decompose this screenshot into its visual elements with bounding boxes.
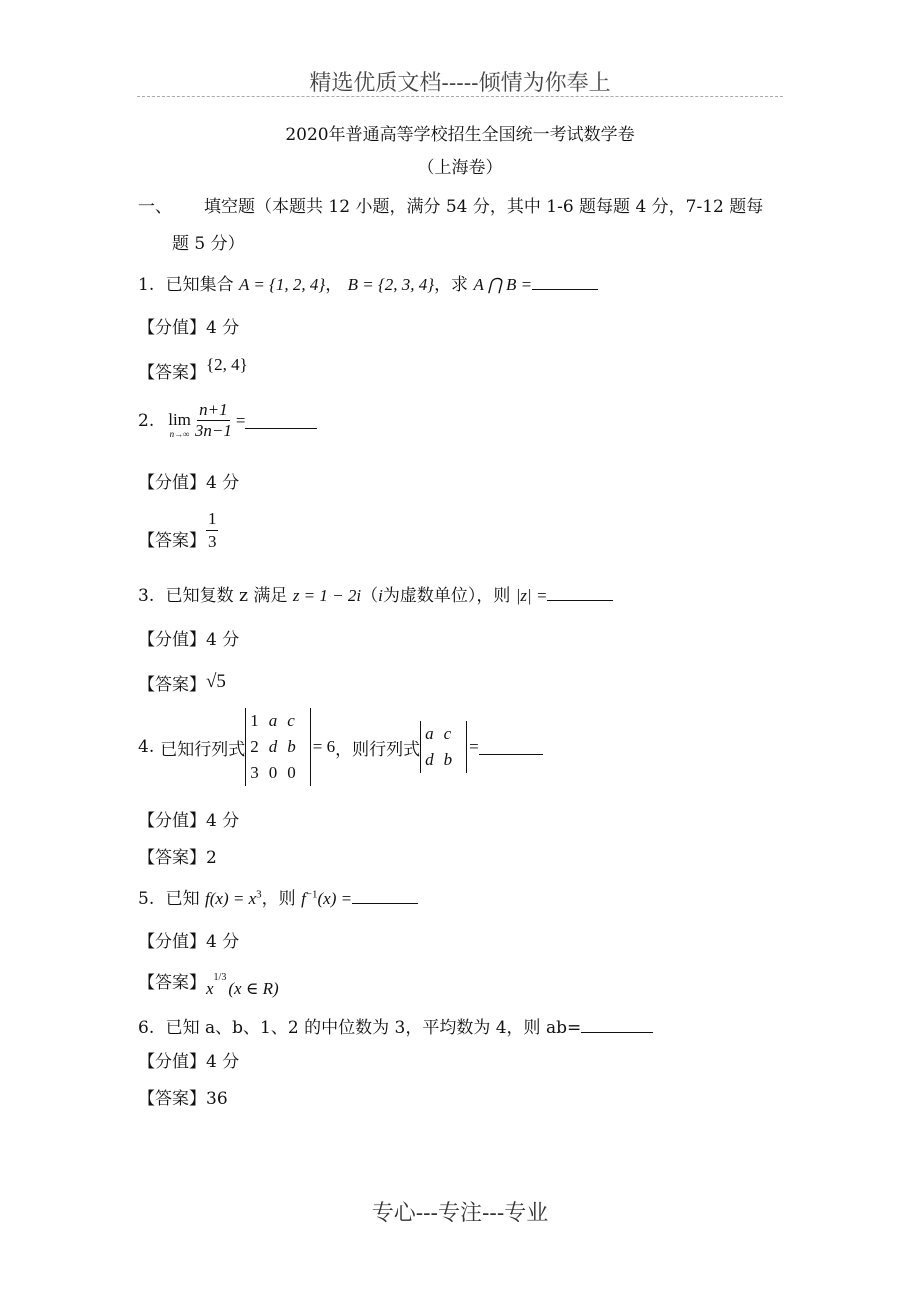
matrix-cell: 0: [268, 763, 278, 782]
limit-subscript: n→∞: [169, 428, 190, 439]
answer-blank: [245, 427, 317, 429]
limit-operator: [168, 411, 191, 439]
answer-blank: [532, 288, 598, 290]
fraction-denominator: 3n−1: [194, 421, 232, 440]
determinant-value: = 6: [312, 737, 336, 756]
question-number: 6.: [138, 1018, 155, 1038]
question-ask: ，求: [434, 275, 469, 295]
answer-label: 【答案】: [138, 363, 206, 383]
score-label: 【分值】: [138, 811, 206, 831]
question-text: 已知 a、b、1、2 的中位数为 3，平均数为 4，则 ab=: [165, 1018, 582, 1038]
inverse-exponent: −1: [305, 888, 318, 901]
answer-label: 【答案】: [138, 1089, 206, 1109]
inverse-function: f: [301, 889, 306, 908]
question-number: 3.: [138, 586, 155, 606]
answer-value: √5: [206, 671, 226, 692]
answer-blank: [352, 902, 418, 904]
answer-value: {2, 4}: [206, 355, 248, 374]
matrix-cell: c: [443, 724, 452, 743]
answer-fraction: [206, 508, 219, 553]
question-mid: ，则: [261, 889, 296, 909]
answer-base: x: [206, 979, 214, 998]
score-label: 【分值】: [138, 473, 206, 493]
header-divider: [137, 96, 783, 97]
question-2: [138, 400, 317, 441]
section-number: 一、: [138, 197, 172, 217]
q4-answer-line: [138, 843, 217, 868]
note-open: （: [361, 586, 379, 606]
score-label: 【分值】: [138, 318, 206, 338]
q2-answer-line: [138, 508, 219, 553]
imaginary-unit: i: [378, 586, 383, 605]
score-value: 4 分: [206, 811, 240, 831]
score-label: 【分值】: [138, 932, 206, 952]
score-value: 4 分: [206, 630, 240, 650]
question-6: [138, 1013, 653, 1038]
equals-sign: =: [469, 737, 479, 756]
answer-value: 2: [206, 848, 217, 868]
q4-score-line: [138, 806, 239, 831]
equals-sign: =: [235, 410, 246, 430]
note-text: 为虚数单位），则: [382, 586, 511, 606]
matrix-cell: a: [425, 724, 434, 743]
question-number: 1.: [138, 275, 155, 295]
matrix-cell: 2: [250, 737, 259, 756]
question-intro: 已知: [165, 889, 200, 909]
matrix-cell: 0: [287, 763, 296, 782]
limit-fraction: [193, 400, 234, 441]
matrix-cell: b: [287, 737, 296, 756]
q5-score-line: [138, 927, 239, 952]
matrix-cell: 3: [250, 763, 259, 782]
matrix-cell: c: [287, 711, 295, 730]
matrix-cell: d: [268, 737, 278, 756]
answer-blank: [581, 1031, 653, 1033]
fraction-numerator: n+1: [199, 400, 228, 419]
matrix-cell: a: [268, 711, 278, 730]
q3-answer-line: [138, 670, 226, 696]
q3-score-line: [138, 625, 239, 650]
complex-equation: z = 1 − 2i: [292, 586, 362, 605]
q6-answer-line: [138, 1084, 228, 1109]
score-value: 4 分: [206, 473, 240, 493]
q5-answer-line: [138, 968, 279, 998]
question-number: 4.: [138, 737, 155, 757]
fraction-numerator: 1: [208, 509, 217, 528]
answer-blank: [479, 753, 543, 755]
score-value: 4 分: [206, 1052, 240, 1072]
question-mid: ，则行列式: [335, 739, 421, 760]
section-heading: 填空题（本题共 12 小题，满分 54 分，其中 1-6 题每题 4 分，7-12 题每: [204, 197, 764, 217]
section-heading-cont: 题 5 分）: [172, 234, 245, 254]
question-intro: 已知行列式: [160, 739, 246, 760]
answer-label: 【答案】: [138, 848, 206, 868]
question-number: 5.: [138, 889, 155, 909]
answer-domain: (x ∈ R): [228, 979, 279, 998]
score-label: 【分值】: [138, 630, 206, 650]
page-header: 精选优质文档-----倾情为你奉上: [309, 71, 611, 96]
determinant-3x3: [245, 708, 311, 786]
question-4: [138, 708, 543, 786]
answer-label: 【答案】: [138, 675, 206, 695]
matrix-cell: 1: [250, 711, 259, 730]
q1-answer-line: [138, 355, 248, 383]
score-value: 4 分: [206, 932, 240, 952]
score-value: 4 分: [206, 318, 240, 338]
matrix-cell: d: [425, 750, 434, 769]
answer-exponent: 1/3: [213, 972, 227, 983]
intersection-expr: A ⋂ B =: [473, 275, 533, 294]
score-label: 【分值】: [138, 1052, 206, 1072]
limit-word: lim: [168, 409, 191, 429]
exam-subtitle: （上海卷）: [417, 158, 503, 178]
exam-title: 2020年普通高等学校招生全国统一考试数学卷: [285, 125, 635, 145]
answer-label: 【答案】: [138, 973, 206, 993]
set-a: A = {1, 2, 4}: [239, 275, 326, 294]
set-b: B = {2, 3, 4}: [347, 275, 435, 294]
question-intro: 已知复数 z 满足: [165, 586, 288, 606]
question-5: [138, 884, 418, 909]
question-3: [138, 581, 613, 606]
q2-score-line: [138, 468, 239, 493]
modulus-expr: |z| =: [515, 586, 548, 605]
matrix-cell: b: [443, 750, 453, 769]
answer-label: 【答案】: [138, 531, 206, 551]
q6-score-line: [138, 1047, 239, 1072]
q1-score-line: [138, 313, 239, 338]
fraction-denominator: 3: [208, 532, 217, 551]
function-exponent: 3: [256, 888, 262, 901]
question-number: 2.: [138, 410, 155, 431]
determinant-2x2: [420, 721, 467, 773]
separator: ，: [325, 275, 343, 295]
answer-value: 36: [206, 1089, 228, 1109]
question-intro: 已知集合: [165, 275, 234, 295]
answer-blank: [547, 599, 613, 601]
question-1: [138, 270, 598, 295]
function-def: f(x) = x: [205, 889, 257, 908]
page-footer: 专心---专注---专业: [371, 1201, 549, 1226]
inverse-tail: (x) =: [317, 889, 353, 908]
